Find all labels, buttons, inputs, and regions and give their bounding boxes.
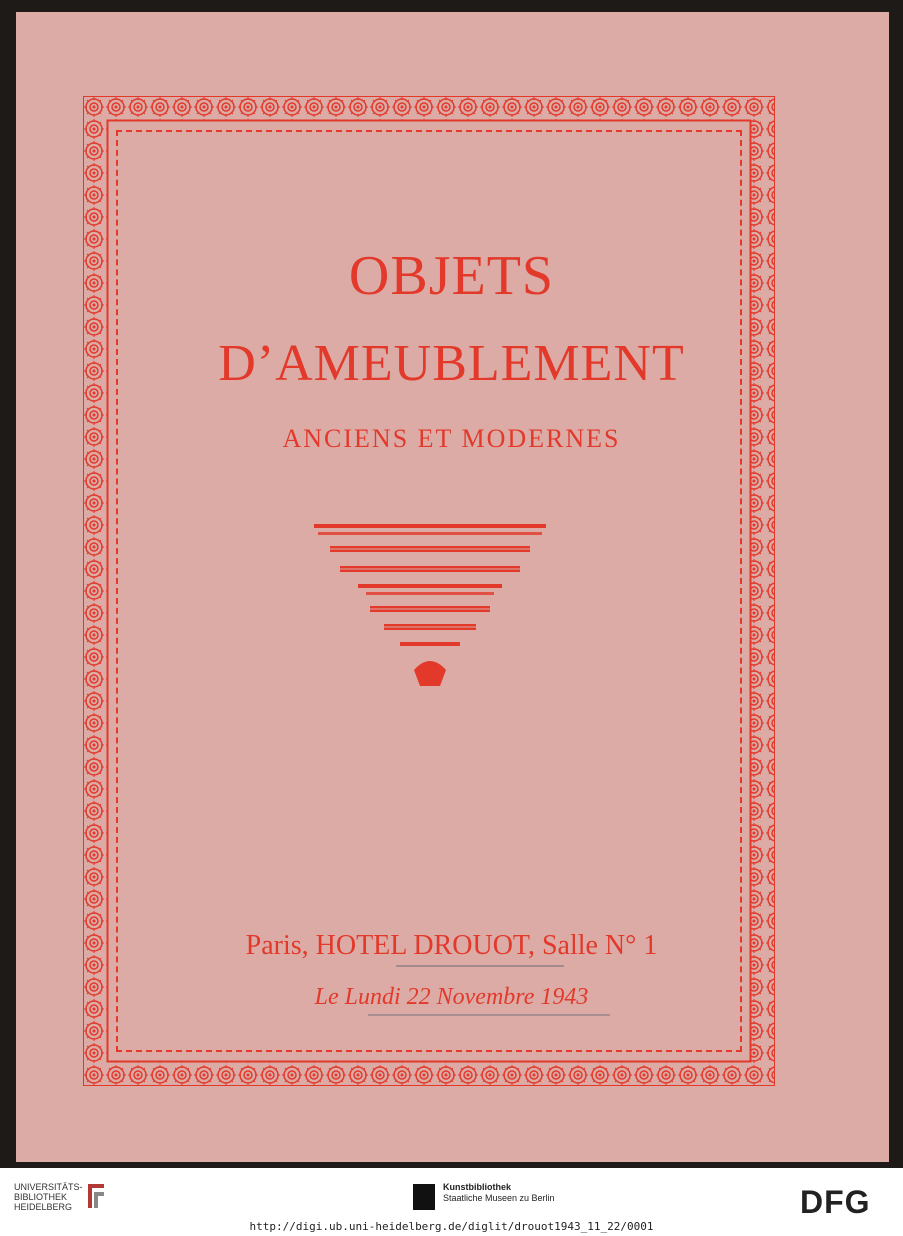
kunstbibliothek-logo[interactable]: Kunstbibliothek Staatliche Museen zu Berlin <box>443 1182 555 1203</box>
title-line-1: OBJETS <box>348 245 555 307</box>
kunstbibliothek-mark-icon <box>413 1184 435 1210</box>
dfg-logo[interactable]: DFG <box>800 1184 871 1220</box>
inverted-triangle-vignette <box>310 520 550 695</box>
digitization-footer <box>0 1168 903 1236</box>
pencil-underline <box>368 1014 610 1016</box>
subtitle: ANCIENS ET MODERNES <box>282 424 621 453</box>
heidelberg-library-logo[interactable]: UNIVERSITÄTS- BIBLIOTHEK HEIDELBERG <box>14 1182 83 1212</box>
heidelberg-mark-icon <box>84 1180 108 1212</box>
pencil-underline <box>396 965 564 967</box>
venue-line: Paris, HOTEL DROUOT, Salle N° 1 <box>245 930 658 961</box>
sale-date: Le Lundi 22 Novembre 1943 <box>314 984 589 1010</box>
permalink-url[interactable]: http://digi.ub.uni-heidelberg.de/diglit/drouot1943_11_22/0001 <box>249 1220 654 1233</box>
title-line-2: D’AMEUBLEMENT <box>218 335 685 392</box>
